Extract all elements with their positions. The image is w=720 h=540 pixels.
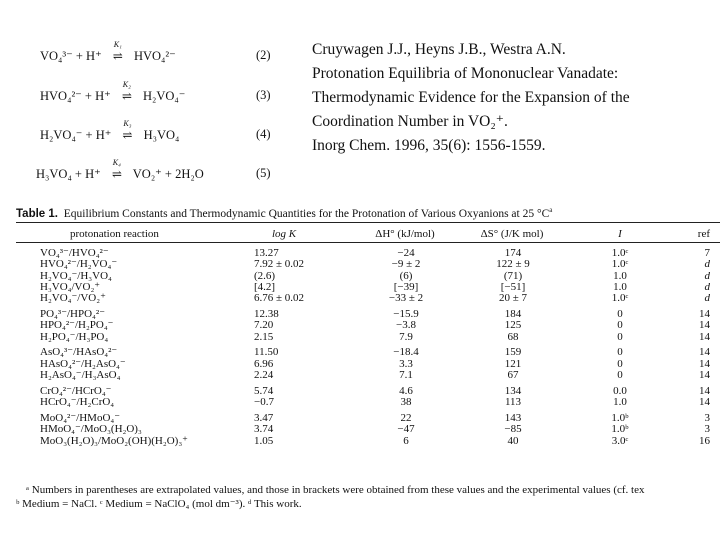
table-row — [0, 412, 720, 424]
table-row — [0, 385, 720, 397]
cell-ref: d — [704, 269, 710, 282]
cell-logk: 11.50 — [254, 346, 279, 359]
equation-constant: K₂ — [122, 80, 131, 89]
cell-enthalpy: 7.1 — [399, 369, 413, 381]
cell-reaction: HVO₄²⁻/H₂VO₄⁻ — [40, 258, 118, 271]
equation-lhs: H₃VO₄ + H⁺ — [36, 167, 101, 181]
equation-constant: K₃ — [123, 119, 132, 128]
equation-rhs: H₃VO₄ — [143, 128, 180, 142]
cell-entropy: 68 — [507, 330, 519, 343]
table-row — [0, 369, 720, 381]
cell-ionic-strength: 0 — [617, 308, 623, 320]
cell-ref: 3 — [704, 411, 710, 424]
cell-ionic-strength: 0 — [617, 346, 623, 359]
cell-ref: 14 — [699, 330, 710, 343]
citation — [312, 38, 712, 158]
equation-4 — [40, 119, 180, 143]
cell-ionic-strength: 1.0ᵇ — [611, 423, 629, 436]
cell-ref: 14 — [699, 308, 710, 320]
table-row — [0, 281, 720, 293]
cell-reaction: HCrO₄⁻/H₂CrO₄ — [40, 396, 115, 409]
table-row — [0, 247, 720, 259]
equation-lhs: H₂VO₄⁻ + H⁺ — [40, 128, 112, 142]
equilibrium-arrow-icon: K₂ ⇌ — [114, 89, 140, 104]
cell-entropy: (71) — [503, 269, 523, 282]
table-caption-text: Equilibrium Constants and Thermodynamic Quantities for the Protonation of Various Oxyanions at 25 °C — [63, 207, 550, 220]
citation-title-line: Protonation Equilibria of Mononuclear Vanadate: — [312, 65, 619, 82]
equilibrium-arrow-icon: K₄ ⇌ — [104, 167, 130, 182]
cell-ionic-strength: 0 — [617, 357, 623, 370]
citation-journal: Inorg Chem. 1996, 35(6): 1556-1559. — [312, 137, 546, 154]
equation-constant: K₄ — [112, 158, 121, 167]
cell-reaction: H₂AsO₄⁻/H₃AsO₄ — [40, 369, 121, 381]
cell-enthalpy: 38 — [400, 396, 412, 409]
cell-entropy: 122 ± 9 — [496, 258, 530, 271]
citation-authors: Cruywagen J.J., Heyns J.B., Westra A.N. — [312, 41, 566, 58]
table-row — [0, 435, 720, 447]
cell-ref: 14 — [699, 384, 710, 397]
cell-ref: 14 — [699, 346, 710, 359]
cell-ref: 3 — [704, 423, 710, 436]
equation-lhs: HVO₄²⁻ + H⁺ — [40, 89, 111, 103]
table-top-rule — [16, 222, 720, 223]
table-row — [0, 331, 720, 343]
table-row — [0, 346, 720, 358]
equilibrium-arrow-icon: K₁ ⇌ — [105, 49, 131, 64]
cell-ref: 7 — [704, 247, 710, 259]
cell-entropy: [−51] — [500, 280, 526, 293]
cell-enthalpy: −3.8 — [396, 319, 416, 332]
table-header-row — [0, 228, 720, 240]
header-entropy: ΔS° (J/K mol) — [480, 228, 544, 240]
cell-entropy: −85 — [504, 423, 522, 436]
equation-rhs: VO₂⁺ + 2H₂O — [132, 167, 204, 181]
header-ref: ref — [697, 228, 710, 240]
cell-entropy: 20 ± 7 — [498, 292, 528, 305]
cell-enthalpy: (6) — [399, 269, 413, 282]
cell-logk: 13.27 — [254, 247, 279, 259]
cell-enthalpy: −15.9 — [393, 308, 419, 320]
cell-logk: 2.15 — [254, 330, 274, 343]
header-reaction: protonation reaction — [70, 228, 159, 240]
cell-reaction: CrO₄²⁻/HCrO₄⁻ — [40, 384, 112, 397]
cell-reaction: H₂VO₄⁻/H₃VO₄ — [40, 269, 112, 282]
caption-footnote-mark: a — [549, 206, 553, 214]
equation-3 — [40, 80, 186, 104]
cell-logk: 2.24 — [254, 369, 274, 381]
cell-reaction: HPO₄²⁻/H₂PO₄⁻ — [40, 319, 114, 332]
table-header-rule — [16, 242, 720, 243]
table-row — [0, 258, 720, 270]
header-logk: log K — [272, 228, 297, 240]
cell-ref: 14 — [699, 369, 710, 381]
equation-number: (5) — [256, 166, 271, 180]
cell-ref: 14 — [699, 396, 710, 409]
cell-entropy: 40 — [507, 434, 519, 447]
equation-5 — [36, 158, 204, 182]
cell-logk: 6.76 ± 0.02 — [254, 292, 305, 305]
cell-entropy: 67 — [507, 369, 519, 381]
cell-reaction: H₂PO₄⁻/H₃PO₄ — [40, 330, 109, 343]
cell-enthalpy: −18.4 — [393, 346, 419, 359]
equation-number: (4) — [256, 127, 271, 141]
cell-reaction: MoO₃(H₂O)₃/MoO₂(OH)(H₂O)₃⁺ — [40, 434, 188, 447]
table-label: Table 1. — [16, 207, 58, 220]
cell-ionic-strength: 1.0ᶜ — [611, 258, 629, 271]
equation-2 — [40, 40, 176, 64]
cell-logk: 3.74 — [254, 423, 274, 436]
header-enthalpy: ΔH° (kJ/mol) — [375, 228, 435, 240]
equilibrium-arrow-icon: K₃ ⇌ — [114, 128, 140, 143]
cell-logk: 7.92 ± 0.02 — [254, 258, 305, 271]
cell-reaction: HMoO₄⁻/MoO₃(H₂O)₃ — [40, 423, 142, 436]
cell-reaction: H₂VO₄⁻/VO₂⁺ — [40, 292, 106, 305]
cell-entropy: 134 — [504, 384, 522, 397]
cell-reaction: H₃VO₄/VO₂⁺ — [40, 280, 101, 293]
cell-ionic-strength: 3.0ᶜ — [611, 434, 629, 447]
cell-logk: 12.38 — [254, 308, 279, 320]
cell-logk: 3.47 — [254, 411, 274, 424]
cell-ref: 16 — [699, 434, 710, 447]
cell-entropy: 125 — [504, 319, 522, 332]
cell-reaction: PO₄³⁻/HPO₄²⁻ — [40, 308, 106, 320]
cell-ionic-strength: 1.0 — [613, 269, 627, 282]
cell-entropy: 113 — [504, 396, 522, 409]
cell-ref: d — [704, 258, 710, 271]
table-row — [0, 308, 720, 320]
cell-reaction: HAsO₄²⁻/H₂AsO₄⁻ — [40, 357, 126, 370]
cell-logk: [4.2] — [254, 280, 276, 293]
cell-ref: d — [704, 292, 710, 305]
equation-lhs: VO₄³⁻ + H⁺ — [40, 49, 102, 63]
cell-reaction: VO₄³⁻/HVO₄²⁻ — [40, 247, 109, 259]
footnote-bcd: ᵇ Medium = NaCl. ᶜ Medium = NaClO₄ (mol dm⁻³). ᵈ This work. — [16, 498, 302, 510]
cell-enthalpy: −9 ± 2 — [391, 258, 421, 271]
cell-enthalpy: 3.3 — [399, 357, 413, 370]
equation-number: (3) — [256, 88, 271, 102]
citation-title-line: Coordination Number in VO₂⁺. — [312, 113, 508, 130]
cell-logk: −0.7 — [254, 396, 274, 409]
cell-entropy: 159 — [504, 346, 522, 359]
cell-logk: 6.96 — [254, 357, 274, 370]
cell-logk: 7.20 — [254, 319, 274, 332]
cell-ionic-strength: 0 — [617, 330, 623, 343]
cell-reaction: MoO₄²⁻/HMoO₄⁻ — [40, 411, 121, 424]
cell-logk: (2.6) — [254, 269, 276, 282]
cell-logk: 5.74 — [254, 384, 274, 397]
cell-entropy: 121 — [504, 357, 522, 370]
cell-enthalpy: 4.6 — [399, 384, 413, 397]
cell-ref: 14 — [699, 319, 710, 332]
table-row — [0, 423, 720, 435]
cell-ref: 14 — [699, 357, 710, 370]
citation-title-line: Thermodynamic Evidence for the Expansion of the — [312, 89, 630, 106]
table-caption — [16, 206, 552, 220]
table-row — [0, 292, 720, 304]
cell-enthalpy: −24 — [397, 247, 415, 259]
equation-rhs: H₂VO₄⁻ — [142, 89, 186, 103]
equation-number: (2) — [256, 48, 271, 62]
cell-enthalpy: −47 — [397, 423, 415, 436]
cell-entropy: 184 — [504, 308, 522, 320]
cell-ionic-strength: 0 — [617, 319, 623, 332]
cell-reaction: AsO₄³⁻/HAsO₄²⁻ — [40, 346, 118, 359]
cell-ref: d — [704, 280, 710, 293]
cell-ionic-strength: 0.0 — [613, 384, 627, 397]
equation-rhs: HVO₄²⁻ — [133, 49, 176, 63]
table-row — [0, 358, 720, 370]
table-row — [0, 319, 720, 331]
cell-enthalpy: −33 ± 2 — [388, 292, 424, 305]
equation-constant: K₁ — [113, 40, 122, 49]
cell-logk: 1.05 — [254, 434, 274, 447]
cell-enthalpy: [−39] — [393, 280, 419, 293]
cell-ionic-strength: 1.0ᶜ — [611, 292, 629, 305]
table-row — [0, 270, 720, 282]
cell-ionic-strength: 1.0ᵇ — [611, 411, 629, 424]
cell-ionic-strength: 0 — [617, 369, 623, 381]
footnote-a: ᵃ Numbers in parentheses are extrapolated values, and those in brackets were obtained from these values and the experimental values (cf. tex — [26, 484, 645, 496]
cell-ionic-strength: 1.0 — [613, 280, 627, 293]
cell-ionic-strength: 1.0ᶜ — [611, 247, 629, 259]
cell-enthalpy: 7.9 — [399, 330, 413, 343]
cell-enthalpy: 6 — [403, 434, 409, 447]
cell-enthalpy: 22 — [400, 411, 412, 424]
cell-entropy: 174 — [504, 247, 522, 259]
table-row — [0, 396, 720, 408]
header-ionic-strength: I — [618, 228, 622, 240]
cell-ionic-strength: 1.0 — [613, 396, 627, 409]
cell-entropy: 143 — [504, 411, 522, 424]
